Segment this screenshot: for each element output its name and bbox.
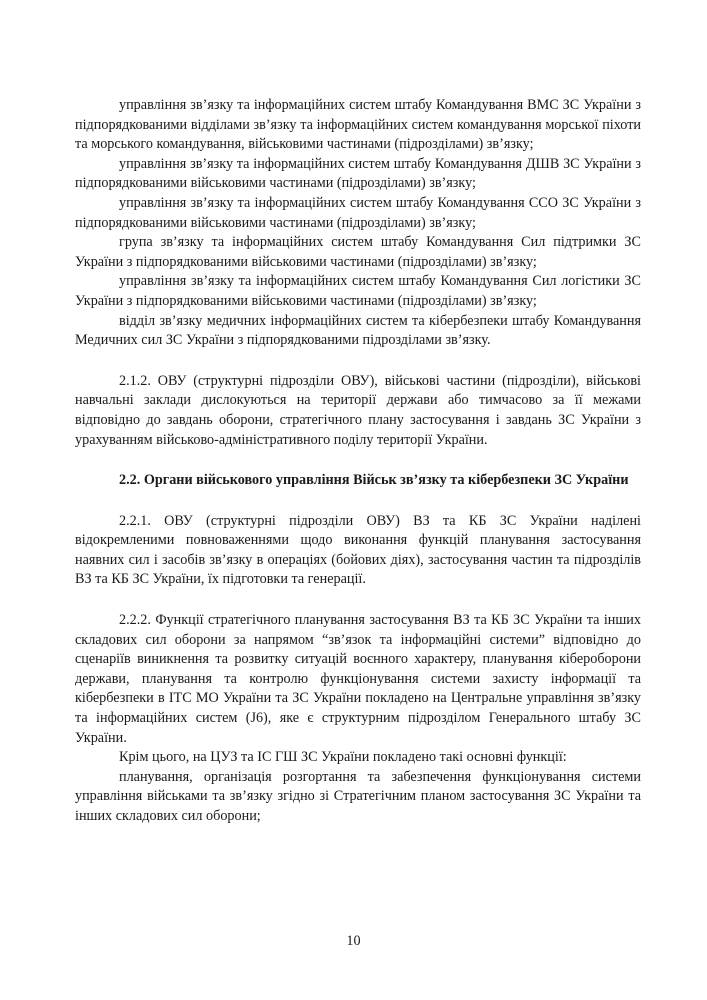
intro-list	[75, 96, 641, 351]
list-item: відділ зв’язку медичних інформаційних систем та кібербезпеки штабу Командування Медичних сил ЗС України з підпорядкованими підрозділами зв’язку.	[75, 312, 641, 349]
page-number: 10	[346, 933, 361, 949]
paragraph-function-1: планування, організація розгортання та забезпечення функціонування системи управління військами та зв’язку згідно зі Стратегічним планом застосування ЗС України та інших складових сил оборони;	[75, 768, 641, 824]
spacer	[75, 491, 641, 512]
spacer	[75, 351, 641, 372]
spacer	[75, 590, 641, 611]
list-item: управління зв’язку та інформаційних систем штабу Командування ДШВ ЗС України з підпорядкованими військовими частинами (підрозділами) зв’язку;	[75, 155, 641, 192]
list-item: управління зв’язку та інформаційних систем штабу Командування ВМС ЗС України з підпорядкованими відділами зв’язку та інформаційних систем командування морської піхоти та морського командування, військовими частинами (підрозділами) зв’язку;	[75, 97, 641, 153]
list-item: група зв’язку та інформаційних систем штабу Командування Сил підтримки ЗС України з підпорядкованими військовими частинами (підрозділами) зв’язку;	[75, 234, 641, 270]
spacer	[75, 450, 641, 471]
paragraph-2-2-2: 2.2.2. Функції стратегічного планування застосування ВЗ та КБ ЗС України та інших складових сил оборони за напрямом “зв’язок та інформаційні системи” відповідно до сценаріїв виникнення та розвитку ситуацій воєнного характеру, планування кібероборони держави, планування та контролю функціонування системи захисту інформації та кібербезпеки в ІТС МО України та ЗС України покладено на Центральне управління зв’язку та інформаційних систем (J6), яке є структурним підрозділом Генерального штабу ЗС України.	[75, 612, 641, 746]
list-item: управління зв’язку та інформаційних систем штабу Командування Сил логістики ЗС України з підпорядкованими військовими частинами (підрозділами) зв’язку;	[75, 273, 641, 309]
paragraph-2-1-2: 2.1.2. ОВУ (структурні підрозділи ОВУ), військові частини (підрозділи), військові навчальні заклади дислокуються на території держави або тимчасово за її межами відповідно до завдань оборони, стратегічного плану застосування і завдань ЗС України з урахуванням військово-адміністративного поділу території України.	[75, 372, 641, 448]
paragraph-functions-intro: Крім цього, на ЦУЗ та ІС ГШ ЗС України покладено такі основні функції:	[119, 749, 567, 766]
list-item: управління зв’язку та інформаційних систем штабу Командування ССО ЗС України з підпорядкованими військовими частинами (підрозділами) зв’язку;	[75, 194, 641, 231]
paragraph-2-2-1: 2.2.1. ОВУ (структурні підрозділи ОВУ) ВЗ та КБ ЗС України наділені відокремленими повноваженнями щодо виконання функцій планування застосування наявних сил і засобів зв’язку в операціях (бойових діях), застосування частин та підрозділів ВЗ та КБ ЗС України, їх підготовки та генерації.	[75, 512, 641, 588]
section-heading-2-2: 2.2. Органи військового управління Військ зв’язку та кібербезпеки ЗС України	[119, 472, 629, 489]
